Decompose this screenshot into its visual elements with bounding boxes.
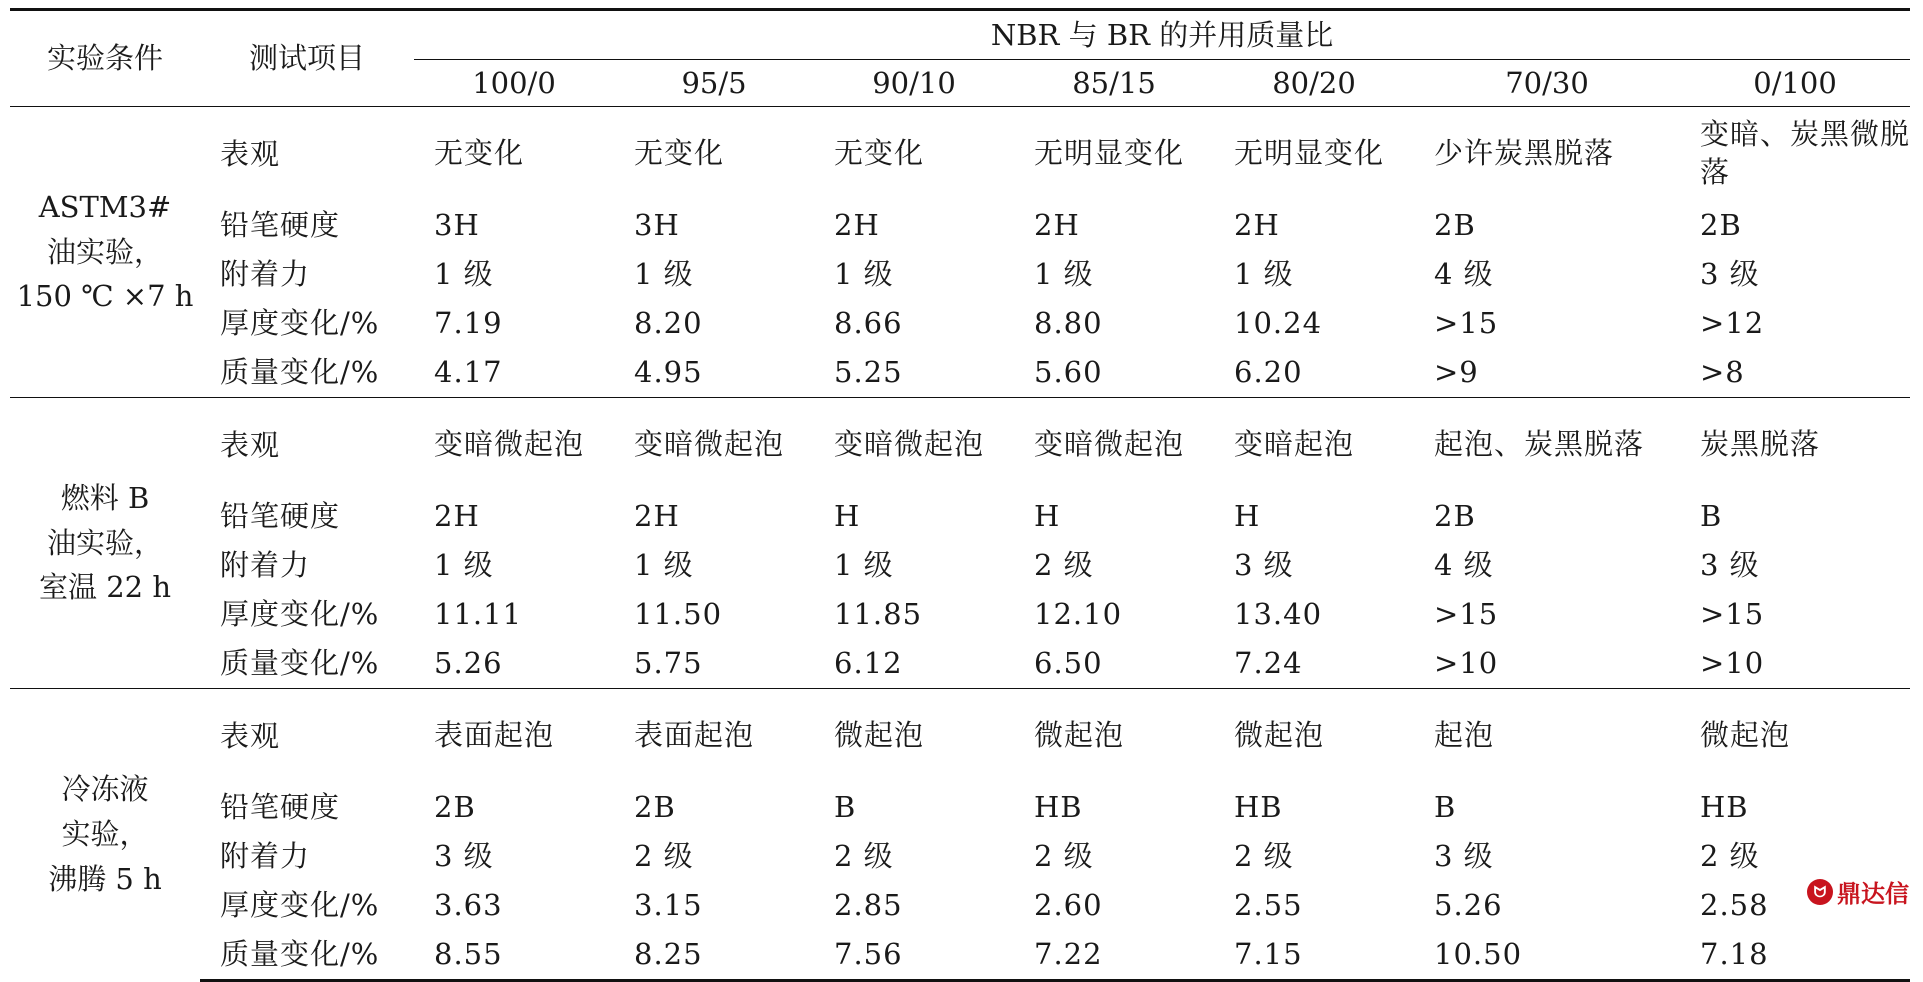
ratio-column-header: 100/0 xyxy=(472,65,556,100)
ratio-column-header: 95/5 xyxy=(681,65,747,100)
value-cell: 4 级 xyxy=(1434,257,1494,292)
value-cell: 微起泡 xyxy=(1014,689,1214,784)
value-cell: 11.50 xyxy=(634,597,723,632)
value-cell: 2 级 xyxy=(1234,839,1294,874)
value-cell: 3.63 xyxy=(434,888,503,923)
value-cell: 7.18 xyxy=(1680,930,1910,981)
test-item-cell: 质量变化/% xyxy=(200,930,414,981)
test-item-cell: 质量变化/% xyxy=(220,355,380,390)
value-cell: 4 级 xyxy=(1434,548,1494,583)
value-cell: 1 级 xyxy=(634,257,694,292)
value-cell: 3H xyxy=(434,208,480,243)
value-cell: B xyxy=(834,790,857,825)
value-cell: 5.26 xyxy=(434,646,503,681)
value-cell: 2H xyxy=(434,499,480,534)
value-cell: 3 级 xyxy=(434,839,494,874)
condition-line: 油实验， xyxy=(46,525,163,560)
test-item-cell: 附着力 xyxy=(220,548,311,583)
condition-line: 燃料 B xyxy=(60,480,150,515)
value-cell: 7.15 xyxy=(1214,930,1414,981)
value-cell: 变暗起泡 xyxy=(1214,398,1414,493)
test-item-cell: 表观 xyxy=(200,107,414,202)
value-cell: 6.50 xyxy=(1034,646,1103,681)
value-cell: 5.75 xyxy=(634,646,703,681)
table-row xyxy=(10,250,1910,299)
value-cell: 6.20 xyxy=(1234,355,1303,390)
condition-line: ASTM3# xyxy=(38,189,172,224)
value-cell: >15 xyxy=(1434,597,1499,632)
value-cell: 2.60 xyxy=(1034,888,1103,923)
value-cell: 变暗微起泡 xyxy=(614,398,814,493)
ratio-title: NBR 与 BR 的并用质量比 xyxy=(414,10,1910,60)
value-cell: 8.55 xyxy=(414,930,614,981)
value-cell: 起泡 xyxy=(1414,689,1680,784)
value-cell: 3 级 xyxy=(1234,548,1294,583)
value-cell: >15 xyxy=(1434,306,1499,341)
value-cell: 2H xyxy=(634,499,680,534)
data-table xyxy=(10,8,1910,982)
value-cell: 变暗微起泡 xyxy=(414,398,614,493)
value-cell: 2H xyxy=(1034,208,1080,243)
value-cell: 3 级 xyxy=(1700,257,1760,292)
value-cell: 8.25 xyxy=(614,930,814,981)
test-item-cell: 铅笔硬度 xyxy=(220,499,341,534)
value-cell: 8.66 xyxy=(834,306,903,341)
value-cell: >12 xyxy=(1700,306,1765,341)
value-cell: 微起泡 xyxy=(814,689,1014,784)
value-cell: HB xyxy=(1700,790,1749,825)
test-item-cell: 铅笔硬度 xyxy=(220,208,341,243)
condition-header: 实验条件 xyxy=(10,10,200,107)
test-item-cell: 附着力 xyxy=(220,257,311,292)
value-cell: 8.20 xyxy=(634,306,703,341)
ratio-column-header: 85/15 xyxy=(1072,65,1156,100)
value-cell: 2 级 xyxy=(1034,548,1094,583)
value-cell: 3 级 xyxy=(1434,839,1494,874)
condition-cell xyxy=(10,107,200,398)
table-row xyxy=(10,492,1910,541)
value-cell: HB xyxy=(1034,790,1083,825)
value-cell: 无明显变化 xyxy=(1014,107,1214,202)
value-cell: H xyxy=(1034,499,1061,534)
test-item-cell: 厚度变化/% xyxy=(220,306,380,341)
value-cell: 7.19 xyxy=(434,306,503,341)
value-cell: 2H xyxy=(834,208,880,243)
ratio-column-header: 0/100 xyxy=(1753,65,1837,100)
table-row xyxy=(10,201,1910,250)
condition-line: 冷冻液 xyxy=(61,772,149,807)
condition-line: 沸腾 5 h xyxy=(48,862,162,897)
table-row xyxy=(10,348,1910,398)
ratio-column-header: 70/30 xyxy=(1505,65,1589,100)
header-row xyxy=(10,10,1910,60)
value-cell: B xyxy=(1434,790,1457,825)
condition-line: 150 ℃ ×7 h xyxy=(16,279,194,314)
value-cell: 1 级 xyxy=(1034,257,1094,292)
value-cell: 4.95 xyxy=(634,355,703,390)
value-cell: >10 xyxy=(1434,646,1499,681)
value-cell: 5.25 xyxy=(834,355,903,390)
table-row xyxy=(10,107,1910,202)
test-item-cell: 质量变化/% xyxy=(220,646,380,681)
value-cell: 11.85 xyxy=(834,597,923,632)
ratio-column-header: 90/10 xyxy=(872,65,956,100)
value-cell: 3H xyxy=(634,208,680,243)
value-cell: 2B xyxy=(1434,208,1476,243)
value-cell: 无变化 xyxy=(414,107,614,202)
table-row xyxy=(10,541,1910,590)
test-item-cell: 表观 xyxy=(200,398,414,493)
value-cell: 11.11 xyxy=(434,597,523,632)
value-cell: H xyxy=(1234,499,1261,534)
value-cell: 10.24 xyxy=(1234,306,1323,341)
value-cell: 3 级 xyxy=(1700,548,1760,583)
value-cell: 无变化 xyxy=(814,107,1014,202)
value-cell: 1 级 xyxy=(834,548,894,583)
value-cell: >15 xyxy=(1700,597,1765,632)
value-cell: 表面起泡 xyxy=(614,689,814,784)
value-cell: 2 级 xyxy=(1700,839,1760,874)
condition-line: 室温 22 h xyxy=(38,570,171,605)
value-cell: 2.85 xyxy=(834,888,903,923)
value-cell: 2.58 xyxy=(1700,888,1769,923)
value-cell: 变暗微起泡 xyxy=(1014,398,1214,493)
table-row xyxy=(10,783,1910,832)
table-row xyxy=(10,930,1910,981)
watermark xyxy=(1807,874,1909,909)
condition-cell xyxy=(10,689,200,981)
table-row xyxy=(10,299,1910,348)
value-cell: 1 级 xyxy=(434,548,494,583)
value-cell: 2.55 xyxy=(1234,888,1303,923)
value-cell: 6.12 xyxy=(834,646,903,681)
value-cell: 表面起泡 xyxy=(414,689,614,784)
value-cell: 无明显变化 xyxy=(1214,107,1414,202)
ratio-column-header: 80/20 xyxy=(1272,65,1356,100)
value-cell: 1 级 xyxy=(434,257,494,292)
condition-cell xyxy=(10,398,200,689)
value-cell: 微起泡 xyxy=(1680,689,1910,784)
value-cell: 4.17 xyxy=(434,355,503,390)
value-cell: 10.50 xyxy=(1414,930,1680,981)
table-row xyxy=(10,881,1910,930)
condition-line: 实验， xyxy=(61,817,149,852)
value-cell: 13.40 xyxy=(1234,597,1323,632)
value-cell: >10 xyxy=(1700,646,1765,681)
value-cell: 5.60 xyxy=(1034,355,1103,390)
item-header: 测试项目 xyxy=(200,10,414,107)
test-item-cell: 附着力 xyxy=(220,839,311,874)
value-cell: 1 级 xyxy=(1234,257,1294,292)
value-cell: >8 xyxy=(1700,355,1745,390)
value-cell: 2B xyxy=(1434,499,1476,534)
table-row xyxy=(10,832,1910,881)
table-row xyxy=(10,689,1910,784)
test-item-cell: 铅笔硬度 xyxy=(220,790,341,825)
value-cell: 2B xyxy=(1700,208,1742,243)
value-cell: 1 级 xyxy=(634,548,694,583)
value-cell: 7.24 xyxy=(1234,646,1303,681)
table-row xyxy=(10,590,1910,639)
value-cell: 2B xyxy=(634,790,676,825)
value-cell: 3.15 xyxy=(634,888,703,923)
watermark-text: 鼎达信 xyxy=(1837,880,1909,908)
value-cell: 7.22 xyxy=(1014,930,1214,981)
test-item-cell: 厚度变化/% xyxy=(220,888,380,923)
value-cell: 7.56 xyxy=(814,930,1014,981)
test-item-cell: 表观 xyxy=(200,689,414,784)
value-cell: 8.80 xyxy=(1034,306,1103,341)
value-cell: 12.10 xyxy=(1034,597,1123,632)
value-cell: 无变化 xyxy=(614,107,814,202)
value-cell: HB xyxy=(1234,790,1283,825)
value-cell: 5.26 xyxy=(1434,888,1503,923)
value-cell: 2H xyxy=(1234,208,1280,243)
table-row xyxy=(10,398,1910,493)
value-cell: 2B xyxy=(434,790,476,825)
value-cell: 2 级 xyxy=(634,839,694,874)
value-cell: >9 xyxy=(1434,355,1479,390)
value-cell: B xyxy=(1700,499,1723,534)
value-cell: 炭黑脱落 xyxy=(1680,398,1910,493)
test-item-cell: 厚度变化/% xyxy=(220,597,380,632)
dingdaxin-logo-icon: ᗢ xyxy=(1807,879,1833,905)
condition-line: 油实验， xyxy=(46,234,163,269)
table-row xyxy=(10,639,1910,689)
value-cell: H xyxy=(834,499,861,534)
value-cell: 2 级 xyxy=(834,839,894,874)
value-cell: 变暗、炭黑微脱落 xyxy=(1680,107,1910,202)
value-cell: 2 级 xyxy=(1034,839,1094,874)
value-cell: 少许炭黑脱落 xyxy=(1414,107,1680,202)
value-cell: 起泡、炭黑脱落 xyxy=(1414,398,1680,493)
value-cell: 变暗微起泡 xyxy=(814,398,1014,493)
value-cell: 1 级 xyxy=(834,257,894,292)
value-cell: 微起泡 xyxy=(1214,689,1414,784)
